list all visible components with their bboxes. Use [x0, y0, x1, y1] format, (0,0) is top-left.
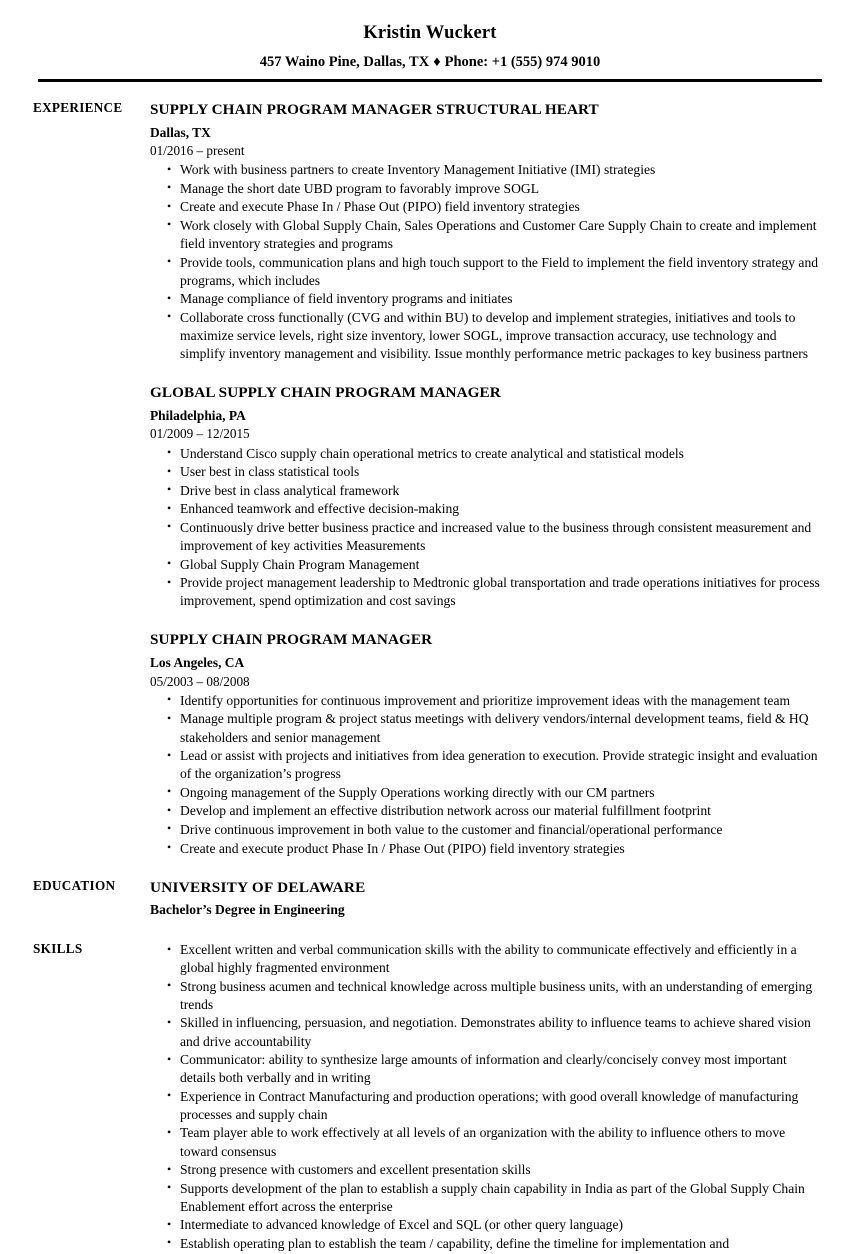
job-entry	[150, 383, 822, 610]
job-bullet-list	[150, 161, 822, 363]
header-divider	[38, 79, 822, 82]
bullet-item: • Strong business acumen and technical knowledge across multiple business units, with an understanding of emerging trends	[150, 978, 822, 1014]
experience-body	[150, 100, 860, 859]
bullet-item: • Provide tools, communication plans and high touch support to the Field to implement the field inventory strategy and programs, which includes	[150, 254, 822, 290]
bullet-item: • Continuously drive better business practice and increased value to the business through consistent measurement and improvement of key activities Measurements	[150, 519, 822, 555]
education-section	[0, 878, 860, 919]
section-label-education: EDUCATION	[33, 878, 116, 894]
candidate-phone: Phone: +1 (555) 974 9010	[444, 54, 601, 71]
bullet-item: • Create and execute Phase In / Phase Out (PIPO) field inventory strategies	[150, 198, 822, 216]
job-bullet-list	[150, 692, 822, 858]
job-location: Philadelphia, PA	[150, 408, 246, 424]
bullet-item: • Drive best in class analytical framework	[150, 482, 822, 500]
bullet-item: • Team player able to work effectively at all levels of an organization with the ability to influence others to move toward consensus	[150, 1124, 822, 1160]
job-location: Los Angeles, CA	[150, 655, 245, 671]
bullet-item: • Enhanced teamwork and effective decision-making	[150, 500, 822, 518]
job-title: SUPPLY CHAIN PROGRAM MANAGER	[150, 631, 433, 649]
experience-section	[0, 100, 860, 859]
job-dates: 05/2003 – 08/2008	[150, 673, 250, 689]
education-school: UNIVERSITY OF DELAWARE	[150, 879, 366, 897]
bullet-item: • Provide project management leadership to Medtronic global transportation and trade operations initiatives for process improvement, spend optimization and cost savings	[150, 574, 822, 610]
bullet-item: • User best in class statistical tools	[150, 463, 822, 481]
contact-line	[0, 54, 860, 71]
education-degree: Bachelor’s Degree in Engineering	[150, 901, 345, 917]
bullet-item: • Communicator: ability to synthesize large amounts of information and clearly/concisely convey most important details both verbally and in writing	[150, 1051, 822, 1087]
job-title: GLOBAL SUPPLY CHAIN PROGRAM MANAGER	[150, 384, 501, 402]
bullet-item: • Manage multiple program & project status meetings with delivery vendors/internal development teams, field & HQ stakeholders and senior management	[150, 710, 822, 746]
job-dates: 01/2009 – 12/2015	[150, 426, 250, 442]
job-dates: 01/2016 – present	[150, 143, 245, 158]
bullet-item: • Strong presence with customers and excellent presentation skills	[150, 1161, 822, 1179]
bullet-item: • Collaborate cross functionally (CVG and within BU) to develop and implement strategies, initiatives and tools to maximize service levels, right size inventory, lower SOGL, improve transaction accuracy, use technology and simplify inventory management and visibility. Issue monthly performance metric packages to key business partners	[150, 309, 822, 363]
bullet-item: • Understand Cisco supply chain operational metrics to create analytical and statistical models	[150, 445, 822, 463]
bullet-item: • Ongoing management of the Supply Operations working directly with our CM partners	[150, 784, 822, 802]
bullet-item: • Experience in Contract Manufacturing and production operations; with good overall knowledge of manufacturing processes and supply chain	[150, 1088, 822, 1124]
bullet-item: • Lead or assist with projects and initiatives from idea generation to execution. Provide strategic insight and evaluation of the organization’s progress	[150, 747, 822, 783]
candidate-name: Kristin Wuckert	[363, 23, 497, 43]
bullet-item: • Develop and implement an effective distribution network across our material fulfillment footprint	[150, 802, 822, 820]
education-body	[150, 878, 860, 919]
skills-body	[150, 941, 860, 1253]
bullet-item: • Work with business partners to create Inventory Management Initiative (IMI) strategies	[150, 161, 822, 179]
bullet-item: • Manage the short date UBD program to favorably improve SOGL	[150, 180, 822, 198]
section-label-experience: EXPERIENCE	[33, 99, 123, 115]
bullet-item: • Create and execute product Phase In / Phase Out (PIPO) field inventory strategies	[150, 840, 822, 858]
bullet-item: • Drive continuous improvement in both value to the customer and financial/operational performance	[150, 821, 822, 839]
job-entry	[150, 100, 822, 363]
bullet-item: • Establish operating plan to establish the team / capability, define the timeline for implementation and	[150, 1235, 822, 1253]
bullet-item: • Intermediate to advanced knowledge of Excel and SQL (or other query language)	[150, 1216, 822, 1234]
diamond-separator-icon: ♦	[433, 54, 441, 71]
section-label-skills: SKILLS	[33, 941, 83, 957]
candidate-address: 457 Waino Pine, Dallas, TX	[259, 54, 430, 71]
bullet-item: • Excellent written and verbal communication skills with the ability to communicate effectively and efficiently in a global highly fragmented environment	[150, 941, 822, 977]
bullet-item: • Global Supply Chain Program Management	[150, 556, 822, 574]
bullet-item: • Work closely with Global Supply Chain, Sales Operations and Customer Care Supply Chain to create and implement field inventory strategies and programs	[150, 217, 822, 253]
job-title: SUPPLY CHAIN PROGRAM MANAGER STRUCTURAL HEART	[150, 100, 599, 118]
bullet-item: • Skilled in influencing, persuasion, and negotiation. Demonstrates ability to influence teams to achieve shared vision and drive accountability	[150, 1014, 822, 1050]
bullet-item: • Supports development of the plan to establish a supply chain capability in India as part of the Global Supply Chain Enablement effort across the enterprise	[150, 1180, 822, 1216]
job-location: Dallas, TX	[150, 124, 211, 140]
skills-bullet-list	[150, 941, 822, 1253]
job-entry	[150, 630, 822, 857]
skills-section	[0, 941, 860, 1253]
bullet-item: • Manage compliance of field inventory programs and initiates	[150, 290, 822, 308]
resume-header	[0, 0, 860, 82]
job-bullet-list	[150, 445, 822, 611]
bullet-item: • Identify opportunities for continuous improvement and prioritize improvement ideas with the management team	[150, 692, 822, 710]
